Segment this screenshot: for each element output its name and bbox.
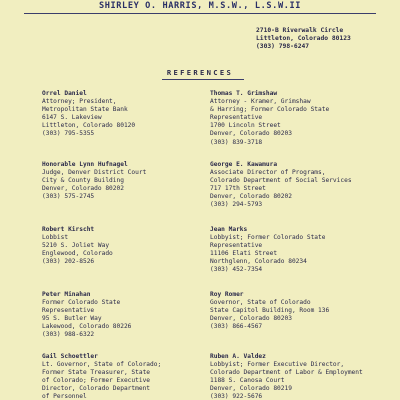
reference-entry — [210, 161, 352, 210]
reference-name: Gail Schoettler — [42, 353, 98, 360]
reference-line: Lobbyist; Former Colorado State — [210, 234, 326, 242]
reference-name: Ruben A. Valdez — [210, 353, 266, 360]
reference-line: Former State Treasurer, State — [42, 369, 151, 377]
reference-line: Denver, Colorado 80202 — [42, 185, 124, 193]
reference-line: 5210 S. Joliet Way — [42, 242, 110, 250]
reference-line: (303) 922-5676 — [210, 393, 263, 400]
reference-entry — [42, 353, 161, 400]
reference-name: George E. Kawamura — [210, 161, 278, 168]
reference-line: Associate Director of Programs, — [210, 169, 326, 177]
reference-line: Attorney; President, — [42, 98, 117, 106]
reference-line: Denver, Colorado 80219 — [210, 385, 292, 393]
reference-line: Denver, Colorado 80203 — [210, 315, 292, 323]
reference-line: 717 17th Street — [210, 185, 266, 193]
reference-line: (303) 795-5355 — [42, 130, 95, 138]
reference-line: 1700 Lincoln Street — [210, 122, 281, 130]
reference-line: Lt. Governor, State of Colorado; — [42, 361, 162, 369]
reference-line: & Harring; Former Colorado State — [210, 106, 330, 114]
reference-line: of Colorado; Former Executive — [42, 377, 151, 385]
reference-entry — [42, 226, 113, 266]
reference-line: (303) 866-4567 — [210, 323, 263, 331]
reference-line: City & County Building — [42, 177, 124, 185]
reference-line: State Capitol Building, Room 136 — [210, 307, 330, 315]
reference-line: Lakewood, Colorado 80226 — [42, 323, 132, 331]
reference-line: Former Colorado State — [42, 299, 121, 307]
reference-line: Littleton, Colorado 80120 — [42, 122, 136, 130]
reference-entry — [210, 291, 329, 331]
reference-name: Thomas T. Grimshaw — [210, 90, 278, 97]
reference-line: (303) 839-3718 — [210, 138, 263, 146]
address-phone: (303) 798-6247 — [256, 43, 310, 51]
reference-line: 1188 S. Canosa Court — [210, 377, 285, 385]
reference-name: Roy Romer — [210, 291, 244, 298]
reference-line: Colorado Department of Social Services — [210, 177, 352, 185]
reference-name: Robert Kirscht — [42, 226, 95, 233]
reference-line: 6147 S. Lakeview — [42, 114, 102, 122]
reference-line: Representative — [210, 242, 263, 250]
reference-line: Director, Colorado Department — [42, 385, 151, 393]
reference-name: Orrel Daniel — [42, 90, 87, 97]
reference-entry — [42, 291, 131, 340]
reference-entry — [42, 161, 146, 201]
reference-line: (303) 575-2745 — [42, 193, 95, 201]
reference-line: 95 S. Butler Way — [42, 315, 102, 323]
reference-line: 11106 Elati Street — [210, 250, 278, 258]
references-underline — [162, 79, 244, 80]
reference-line: Lobbyist; Former Executive Director, — [210, 361, 345, 369]
reference-line: Attorney - Kramer, Grimshaw — [210, 98, 311, 106]
reference-line: Denver, Colorado 80202 — [210, 193, 292, 201]
reference-entry — [210, 90, 329, 147]
header-divider — [24, 13, 376, 14]
letterhead-name: SHIRLEY O. HARRIS, M.S.W., L.S.W.II — [98, 1, 302, 11]
references-heading: REFERENCES — [166, 68, 234, 77]
reference-line: (303) 294-5793 — [210, 201, 263, 209]
return-address — [256, 27, 351, 52]
reference-line: (303) 988-6322 — [42, 331, 95, 339]
reference-line: Representative — [210, 114, 263, 122]
reference-line: (303) 452-7354 — [210, 266, 263, 274]
reference-line: Judge, Denver District Court — [42, 169, 147, 177]
reference-line: of Personnel — [42, 393, 87, 400]
reference-entry — [210, 226, 325, 275]
reference-line: (303) 202-8526 — [42, 258, 95, 266]
reference-line: Lobbist — [42, 234, 69, 242]
address-city: Littleton, Colorado 80123 — [256, 35, 351, 43]
reference-entry — [210, 353, 363, 400]
reference-name: Jean Marks — [210, 226, 248, 233]
reference-line: Denver, Colorado 80203 — [210, 130, 292, 138]
reference-name: Honorable Lynn Hufnagel — [42, 161, 128, 168]
reference-name: Peter Minahan — [42, 291, 91, 298]
reference-line: Englewood, Colorado — [42, 250, 113, 258]
reference-entry — [42, 90, 135, 139]
reference-line: Colorado Department of Labor & Employment — [210, 369, 363, 377]
reference-line: Northglenn, Colorado 80234 — [210, 258, 307, 266]
reference-line: Representative — [42, 307, 95, 315]
address-street: 2710-B Riverwalk Circle — [256, 27, 344, 34]
reference-line: Governor, State of Colorado — [210, 299, 311, 307]
reference-line: Metropolitan State Bank — [42, 106, 128, 114]
